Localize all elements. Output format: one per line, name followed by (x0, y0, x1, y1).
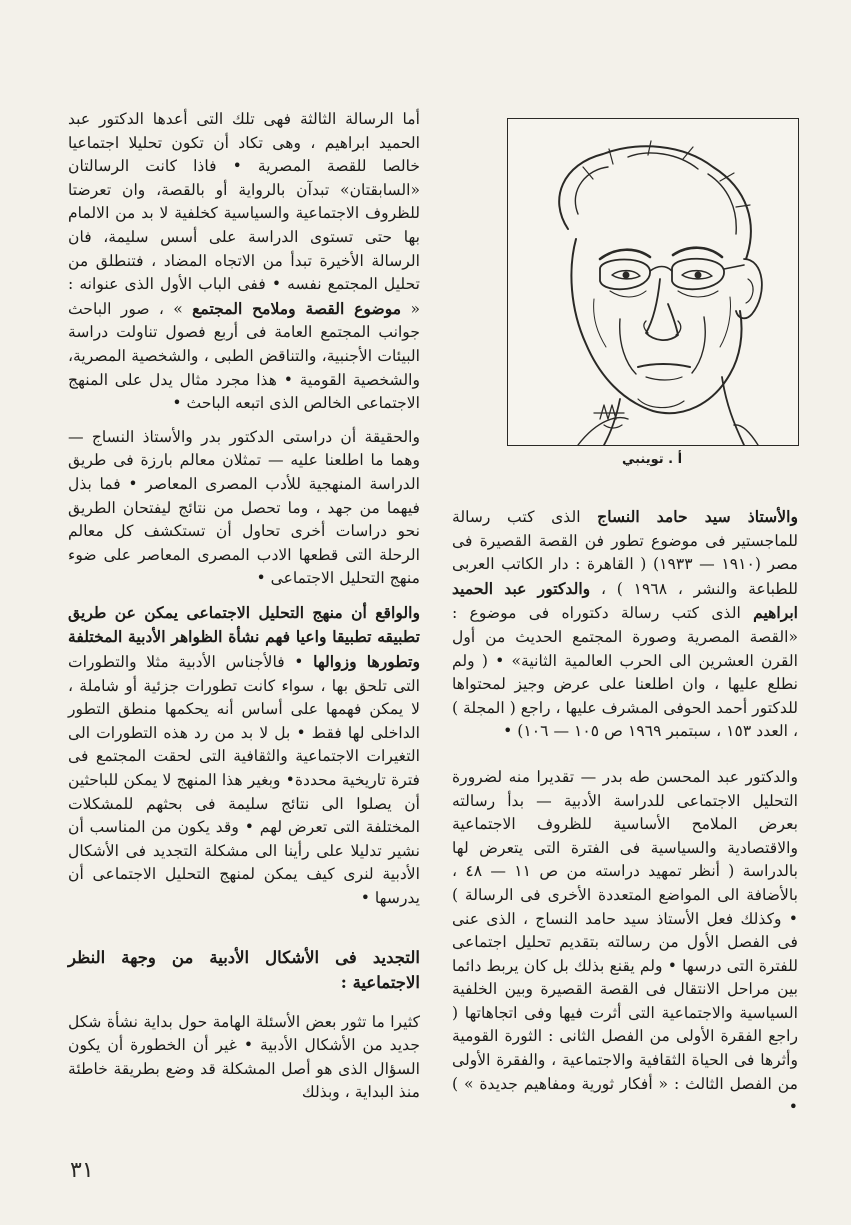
paragraph-questions: كثيرا ما تثور بعض الأسئلة الهامة حول بداية نشأة شكل جديد من الأشكال الأدبية • غير أن الخطورة أن يكون السؤال الذى هو أصل المشكلة قد وضع بطريقة خاطئة منذ البداية ، وبذلك (68, 1012, 420, 1102)
portrait-drawing-icon (508, 119, 798, 445)
left-text-column (68, 108, 420, 1115)
section-heading: التجديد فى الأشكال الأدبية من وجهة النظر الاجتماعية : (68, 947, 420, 992)
paragraph-studies: والحقيقة أن دراستى الدكتور بدر والأستاذ النساج — وهما ما اطلعنا عليه — تمثلان معالم بارزة فى طريق الدراسة المنهجية للأدب المصرى المعاصر • فما بذل فيهما من جهد ، وما تحصل من نتائج ليفتحان الطريق نحو دراسات أخرى تحاول أن تستكشف كل معالم الرحلة التى قطعها الادب المصرى المعاصر على ضوء منهج التحليل الاجتماعى • (68, 427, 420, 588)
paragraph-text: أما الرسالة الثالثة فهى تلك التى أعدها الدكتور عبد الحميد ابراهيم ، وهى تكاد أن تكون تحليلا اجتماعيا خالصا للقصة المصرية • فاذا كانت الرسالتان «السابقتان» تبدآن بالرواية أو بالقصة، وان تعرضتا للظروف الاجتماعية والسياسية كخلفية لا بد من الالمام بها حتى تستوى الدراسة على أسس سليمة، فان الرسالة الأخيرة تبدأ من الاتجاه المضاد ، فتنطلق من تحليل المجتمع نفسه • ففى الباب الأول الذى عنوانه : « (68, 110, 420, 318)
paragraph-text: » ، صور الباحث جوانب المجتمع العامة فى أربع فصول تناولت دراسة البيئات الأجنبية، والتناقض الطبى ، والشخصية المصرية، والشخصية القومية • هذا مجرد مثال يدل على المنهج الاجتماعى الخالص الذى اتبعه الباحث • (68, 299, 420, 413)
bold-phrase: موضوع القصة وملامح المجتمع (192, 298, 402, 318)
paragraph-text: الذى كتب رسالة دكتوراه فى موضوع : «القصة المصرية وصورة المجتمع الحديث من أول القرن العشرين الى الحرب العالمية الثانية» • ( ولم نطلع عليها ، وان اطلعنا على عرض وجيز لمحتواها للدكتور أحمد الحوفى المشرف عليها ، راجع ( المجلة ) ، العدد ١٥٣ ، سبتمبر ١٩٦٩ ص ١٠٥ — ١٠٦) • (452, 604, 798, 741)
paragraph-text: الذى كتب رسالة للماجستير فى موضوع تطور فن القصة القصيرة فى مصر (١٩١٠ — ١٩٣٣) ( القاهرة : دار الكاتب العربى للطباعة والنشر ، ١٩٦٨ ) ، (452, 508, 798, 598)
paragraph-third-thesis (68, 108, 420, 416)
paragraph-text: • فالأجناس الأدبية مثلا والتطورات التى تلحق بها ، سواء كانت تطورات جزئية أو شاملة ، لا يمكن فهمها على أساس أنه يحكمها منطق التطور الداخلى لها فقط • بل لا بد من رد هذه التطورات الى التغيرات الاجتماعية والثقافية التى لحقت المجتمع فى فترة تاريخية محددة• وبغير هذا المنهج لا يمكن للباحثين أن يصلوا الى نتائج سليمة فى بحثهم للمشكلات المختلفة التى تعرض لهم • وقد يكون من المناسب أن نشير تدليلا على رأينا الى مشكلة التجديد فى الأشكال الأدبية لنرى كيف يمكن لمنهج التحليل الاجتماعى أن يدرسها • (68, 653, 420, 907)
right-text-column (452, 505, 798, 1130)
paragraph-method (68, 601, 420, 911)
paragraph-nassag (452, 505, 798, 744)
page-number: ٣١ (70, 1158, 94, 1183)
bold-phrase: والدكتور عبد الحميد ابراهيم (452, 578, 798, 623)
portrait-sketch (507, 118, 799, 446)
paragraph-badr: والدكتور عبد المحسن طه بدر — تقديرا منه لضرورة التحليل الاجتماعى للدراسة الأدبية — بدأ رسالته بعرض الملامح الأساسية للظروف الاجتماعية والاقتصادية والسياسية فى الفترة التى يتعرض لها بالدراسة ( أنظر تمهيد دراسته من ص ١١ — ٤٨ ، بالأضافة الى المواضع المتعددة الأخرى فى الرسالة ) • وكذلك فعل الأستاذ سيد حامد النساج ، الذى عنى فى الفصل الأول من رسالته بتقديم تحليل اجتماعى للفترة التى درسها • ولم يقنع بذلك بل كان يربط دائما بين مراحل الانتقال فى القصة القصيرة وبين الخلفية السياسية والاجتماعية التى أثرت فيها وفى اتجاهاتها ( راجع الفقرة الأولى من الفصل الثانى : الثورة القومية وأثرها فى الحياة الثقافية والاجتماعية ، والفقرة الأولى من الفصل الثالث : « أفكار ثورية ومفاهيم جديدة » ) • (452, 767, 798, 1117)
portrait-caption: أ . توينبي (621, 452, 683, 467)
bold-phrase: والواقع أن منهج التحليل الاجتماعى يمكن عن طريق تطبيقه تطبيقا واعيا فهم نشأة الظواهر الأدبية المختلفة وتطورها وزوالها (68, 602, 421, 672)
bold-phrase: والأستاذ سيد حامد النساج (597, 507, 798, 526)
